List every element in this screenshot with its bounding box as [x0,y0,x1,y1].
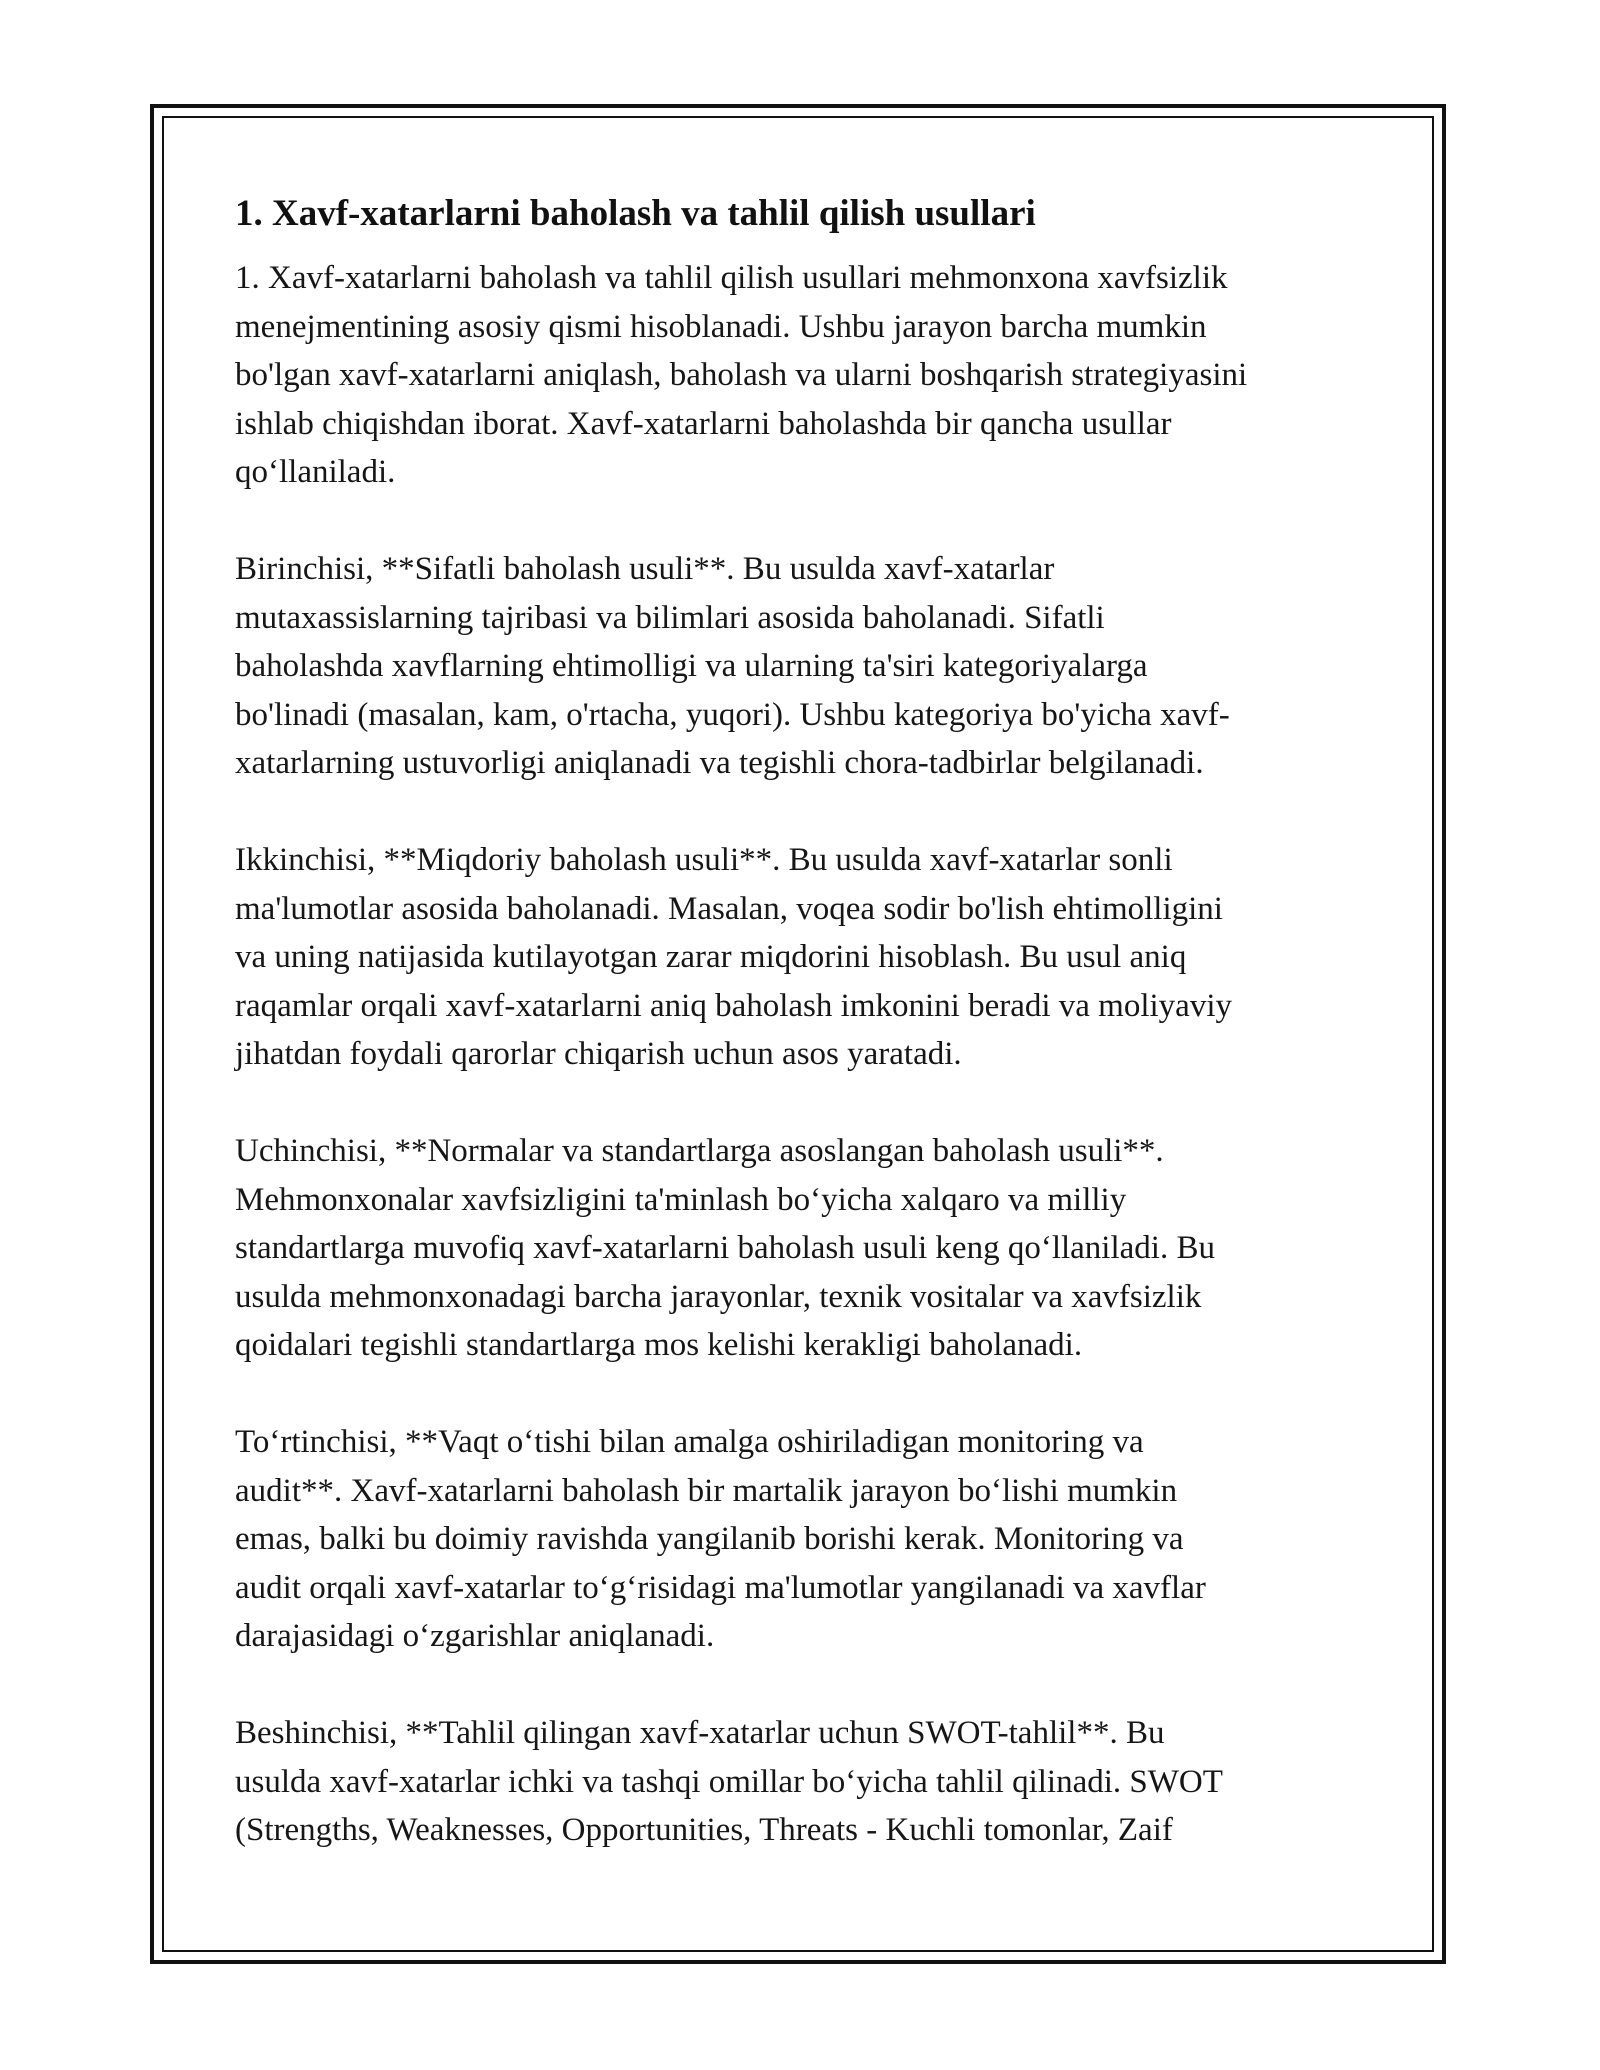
paragraph-intro [235,254,1375,497]
text-line: darajasidagi o‘zgarishlar aniqlanadi. [235,1618,715,1654]
document-body [235,188,1375,1903]
text-line: xatarlarning ustuvorligi aniqlanadi va tegishli chora-tadbirlar belgilanadi. [235,745,1204,781]
text-line: qo‘llaniladi. [235,454,396,490]
text-line: To‘rtinchisi, **Vaqt o‘tishi bilan amalga oshiriladigan monitoring va [235,1424,1144,1460]
text-line: audit orqali xavf-xatarlar to‘g‘risidagi ma'lumotlar yangilanadi va xavflar [235,1569,1206,1606]
text-line: bo'linadi (masalan, kam, o'rtacha, yuqori). Ushbu kategoriya bo'yicha xavf- [235,696,1230,733]
text-line: (Strengths, Weaknesses, Opportunities, Threats - Kuchli tomonlar, Zaif [235,1812,1173,1848]
text-line: 1. Xavf-xatarlarni baholash va tahlil qilish usullari mehmonxona xavfsizlik [235,260,1228,296]
text-line: Beshinchisi, **Tahlil qilingan xavf-xatarlar uchun SWOT-tahlil**. Bu [235,1715,1165,1751]
text-line: Uchinchisi, **Normalar va standartlarga asoslangan baholash usuli**. [235,1133,1164,1169]
text-line: mutaxassislarning tajribasi va bilimlari asosida baholanadi. Sifatli [235,599,1105,636]
text-line: emas, balki bu doimiy ravishda yangilanib borishi kerak. Monitoring va [235,1521,1184,1557]
paragraph-third-method [235,1127,1375,1370]
text-line: jihatdan foydali qarorlar chiqarish uchun asos yaratadi. [235,1036,962,1072]
text-line: menejmentining asosiy qismi hisoblanadi. Ushbu jarayon barcha mumkin [235,308,1207,345]
text-line: qoidalari tegishli standartlarga mos kelishi kerakligi baholanadi. [235,1327,1083,1363]
text-line: Ikkinchisi, **Miqdoriy baholash usuli**. Bu usulda xavf-xatarlar sonli [235,842,1173,878]
document-title: 1. Xavf-xatarlarni baholash va tahlil qilish usullari [235,193,1036,234]
text-line: audit**. Xavf-xatarlarni baholash bir martalik jarayon bo‘lishi mumkin [235,1472,1178,1509]
text-line: bo'lgan xavf-xatarlarni aniqlash, baholash va ularni boshqarish strategiyasini [235,357,1248,393]
text-line: Birinchisi, **Sifatli baholash usuli**. Bu usulda xavf-xatarlar [235,551,1055,587]
text-line: standartlarga muvofiq xavf-xatarlarni baholash usuli keng qo‘llaniladi. Bu [235,1230,1215,1266]
text-line: ma'lumotlar asosida baholanadi. Masalan, voqea sodir bo'lish ehtimolligini [235,890,1223,927]
paragraph-second-method [235,836,1375,1079]
text-line: ishlab chiqishdan iborat. Xavf-xatarlarni baholashda bir qancha usullar [235,405,1172,442]
paragraph-fifth-method [235,1709,1375,1855]
text-line: usulda xavf-xatarlar ichki va tashqi omillar bo‘yicha tahlil qilinadi. SWOT [235,1763,1223,1800]
text-line: va uning natijasida kutilayotgan zarar miqdorini hisoblash. Bu usul aniq [235,939,1187,975]
text-line: usulda mehmonxonadagi barcha jarayonlar, texnik vositalar va xavfsizlik [235,1278,1202,1315]
paragraph-first-method [235,545,1375,788]
text-line: Mehmonxonalar xavfsizligini ta'minlash bo‘yicha xalqaro va milliy [235,1181,1127,1218]
text-line: raqamlar orqali xavf-xatarlarni aniq baholash imkonini beradi va moliyaviy [235,987,1232,1024]
paragraph-fourth-method [235,1418,1375,1661]
text-line: baholashda xavflarning ehtimolligi va ularning ta'siri kategoriyalarga [235,648,1148,684]
